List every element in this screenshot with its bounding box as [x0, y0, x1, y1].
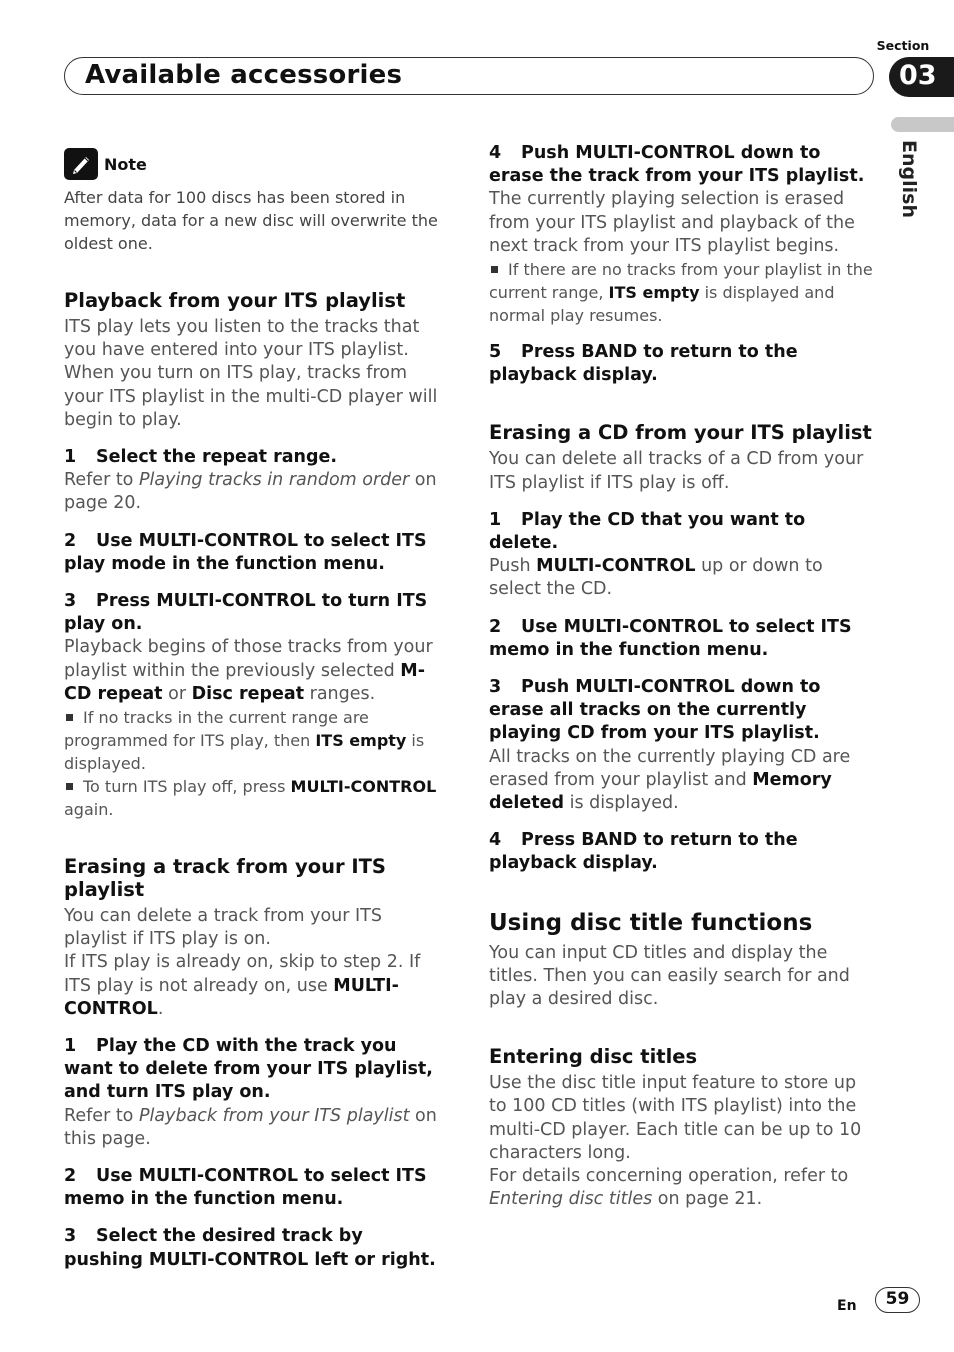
text: is displayed. [564, 793, 679, 814]
entering-titles-text-2 [489, 1165, 873, 1211]
page-reference: Playing tracks in random order [138, 470, 410, 491]
erase-track-step-5 [489, 341, 873, 387]
disc-title-intro: You can input CD titles and display the titles. Then you can easily search for and play a desired disc. [489, 942, 850, 1010]
step-number: 1 [64, 447, 77, 468]
text: or [162, 683, 192, 704]
bullet-item [64, 706, 446, 775]
step-title: Press BAND to return to the playback display. [489, 342, 798, 386]
step-title: Press MULTI-CONTROL to turn ITS play on. [64, 591, 428, 635]
bullet-square-icon [491, 266, 498, 273]
step-number: 3 [489, 677, 502, 698]
erase-cd-step-3-text [489, 746, 873, 816]
playback-step-1-text [64, 469, 446, 515]
text: Playback begins of those tracks from your playlist within the previously selected [64, 637, 433, 681]
display-term: Disc repeat [191, 683, 305, 704]
text: For details concerning operation, refer to [489, 1166, 849, 1187]
erase-track-step-1-text [64, 1105, 446, 1151]
text: is displayed. [64, 731, 425, 774]
text: up or down to select the CD. [489, 556, 823, 600]
section-label: Section [876, 38, 930, 53]
bullet-square-icon [66, 783, 73, 790]
erase-track-intro-2 [64, 951, 446, 1021]
text: again. [64, 800, 114, 820]
text: on this page. [64, 1105, 437, 1149]
page-number: 59 [875, 1287, 920, 1313]
step-title: Select the repeat range. [96, 447, 338, 468]
language-label: English [898, 140, 920, 218]
text: is displayed and normal play resumes. [489, 283, 835, 326]
pencil-icon [64, 148, 98, 180]
title-frame [64, 57, 874, 95]
erase-track-step-3 [64, 1225, 446, 1271]
text: on page 21. [652, 1189, 763, 1210]
text: If no tracks in the current range are programmed for ITS play, then [64, 708, 369, 751]
text: on page 20. [64, 470, 437, 514]
control-term: MULTI-CONTROL [536, 556, 696, 577]
heading-erase-cd: Erasing a CD from your ITS playlist [489, 421, 872, 445]
step-title: Use MULTI-CONTROL to select ITS memo in the function menu. [64, 1166, 427, 1210]
erase-track-step-2 [64, 1165, 446, 1211]
display-term: ITS empty [315, 731, 407, 751]
heading-disc-title: Using disc title functions [489, 909, 813, 936]
entering-titles-text-1: Use the disc title input feature to store up to 100 CD titles (with ITS playlist) into the multi-CD player. Each title can be up to 10 characters long. [489, 1073, 862, 1163]
erase-track-intro-1: You can delete a track from your ITS playlist if ITS play is on. [64, 906, 382, 950]
heading-entering-titles: Entering disc titles [489, 1045, 698, 1069]
footer-lang-code: En [837, 1298, 857, 1314]
step-number: 1 [489, 509, 502, 530]
text: If there are no tracks from your playlist in the current range, [489, 260, 873, 303]
text: If ITS play is already on, skip to step 2. If ITS play is not already on, use [64, 952, 421, 996]
page-title: Available accessories [85, 60, 403, 90]
text: . [157, 998, 164, 1019]
erase-cd-step-1-text [489, 555, 873, 601]
section-number: 03 [899, 60, 937, 91]
erase-track-step-4 [489, 142, 873, 188]
step-number: 4 [489, 830, 502, 851]
playback-step-2 [64, 530, 446, 576]
step-number: 3 [64, 1226, 77, 1247]
control-term: MULTI-CONTROL [290, 777, 437, 797]
step-number: 3 [64, 591, 77, 612]
erase-track-step-1 [64, 1035, 446, 1105]
erase-cd-intro: You can delete all tracks of a CD from your ITS playlist if ITS play is off. [489, 449, 864, 493]
erase-track-step-4-text: The currently playing selection is erased from your ITS playlist and playback of the next track from your ITS playlist begins. [489, 189, 855, 256]
bullet-square-icon [66, 714, 73, 721]
text: Refer to [64, 1105, 139, 1126]
section-badge [889, 57, 954, 97]
step-title: Use MULTI-CONTROL to select ITS play mode in the function menu. [64, 530, 427, 574]
step-number: 2 [64, 530, 77, 551]
playback-step-1 [64, 446, 446, 469]
step-number: 2 [489, 616, 502, 637]
right-column [489, 142, 873, 1212]
step-number: 4 [489, 143, 502, 163]
playback-step-3 [64, 590, 446, 636]
note-header [64, 148, 446, 180]
erase-cd-step-1 [489, 509, 873, 555]
control-term: MULTI-CONTROL [64, 975, 399, 1019]
text: To turn ITS play off, press [83, 777, 291, 797]
language-tab [891, 117, 954, 132]
playback-step-3-text [64, 636, 446, 706]
step-number: 5 [489, 342, 502, 363]
note-text: After data for 100 discs has been stored in memory, data for a new disc will overwrite the oldest one. [64, 188, 438, 253]
erase-cd-step-3 [489, 676, 873, 746]
heading-erase-track: Erasing a track from your ITS playlist [64, 855, 386, 902]
step-title: Play the CD with the track you want to delete from your ITS playlist, and turn ITS play on. [64, 1036, 433, 1103]
bullet-item [489, 258, 873, 327]
step-number: 2 [64, 1166, 77, 1187]
step-title: Use MULTI-CONTROL to select ITS memo in the function menu. [489, 616, 852, 660]
display-term: M-CD repeat [64, 660, 425, 704]
step-title: Push MULTI-CONTROL down to erase all tracks on the currently playing CD from your ITS playlist. [489, 677, 821, 744]
heading-playback: Playback from your ITS playlist [64, 289, 406, 312]
text: Refer to [64, 470, 139, 491]
erase-cd-step-2 [489, 616, 873, 662]
playback-intro: ITS play lets you listen to the tracks that you have entered into your ITS playlist. When you turn on ITS play, tracks from your ITS playlist in the multi-CD player will begin to play. [64, 317, 438, 430]
bullet-item [64, 775, 446, 821]
text: All tracks on the currently playing CD are erased from your playlist and [489, 746, 851, 790]
erase-cd-step-4 [489, 829, 873, 875]
note-label: Note [104, 154, 147, 174]
step-title: Select the desired track by pushing MULTI-CONTROL left or right. [64, 1226, 436, 1270]
display-term: Memory deleted [489, 769, 832, 814]
page-reference: Entering disc titles [489, 1189, 653, 1210]
text: Push [489, 556, 537, 577]
display-term: ITS empty [608, 283, 700, 303]
step-number: 1 [64, 1036, 77, 1057]
text: ranges. [304, 683, 376, 704]
page-reference: Playback from your ITS playlist [138, 1105, 410, 1126]
step-title: Press BAND to return to the playback display. [489, 830, 798, 874]
step-title: Push MULTI-CONTROL down to erase the track from your ITS playlist. [489, 143, 865, 187]
step-title: Play the CD that you want to delete. [489, 509, 806, 554]
left-column [64, 148, 446, 1272]
